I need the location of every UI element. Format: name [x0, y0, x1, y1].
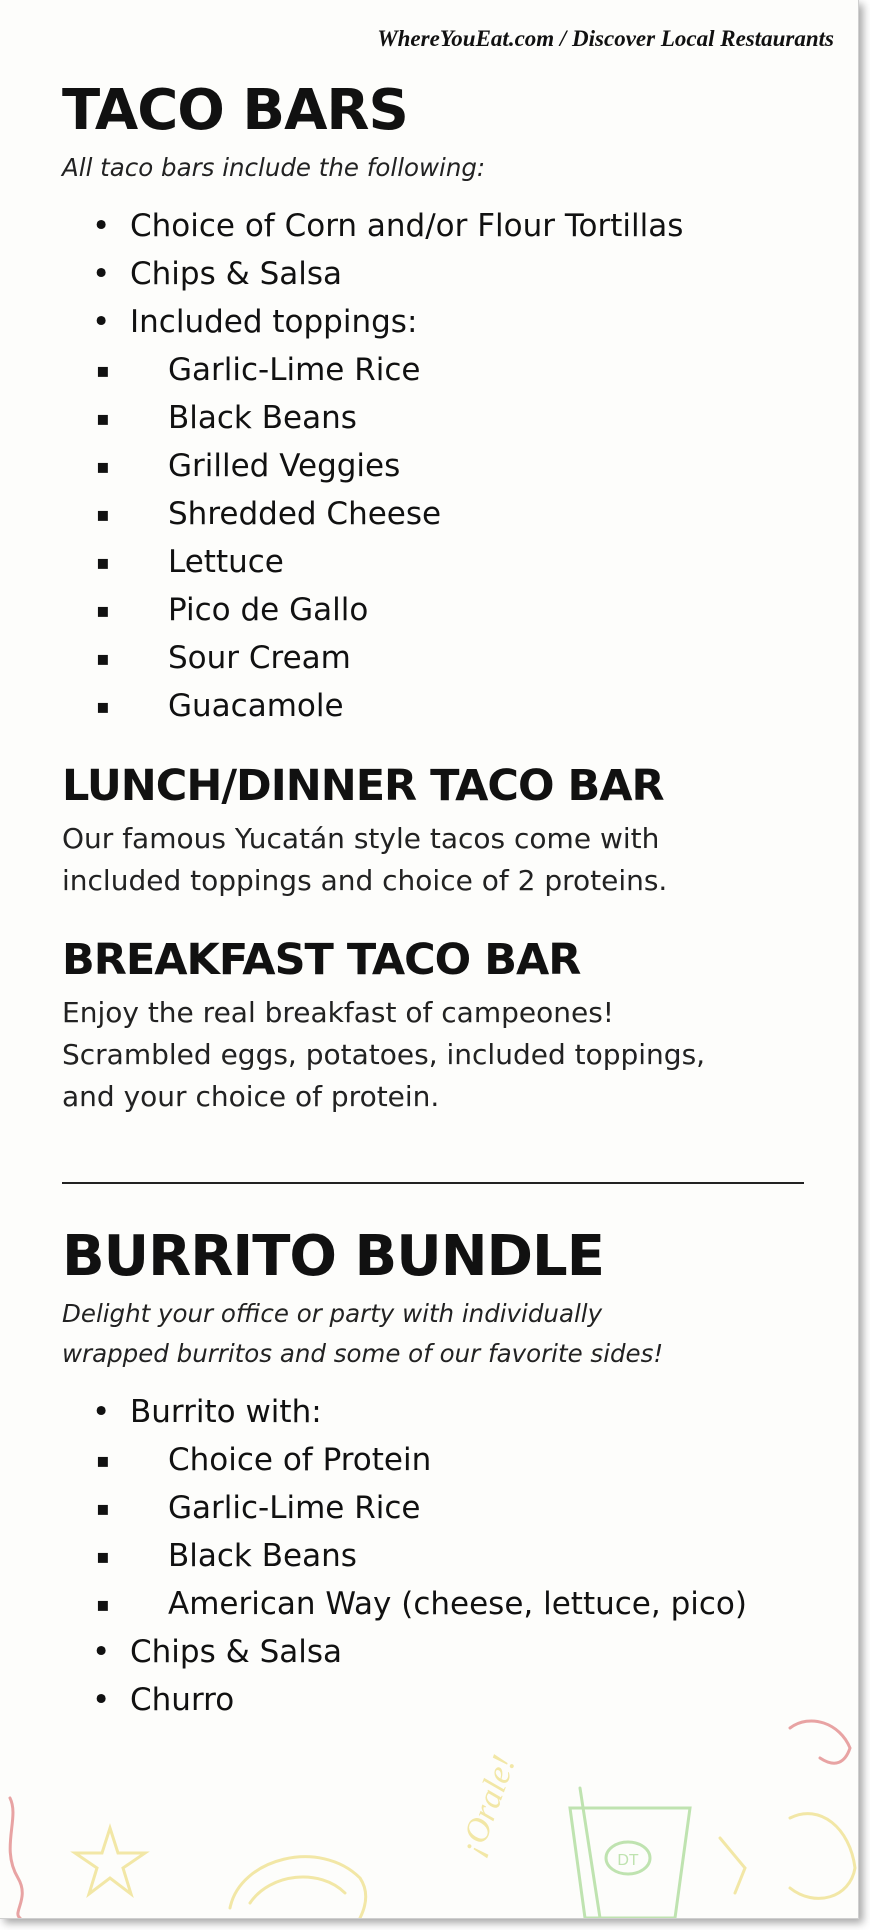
topping-item: ▪ Pico de Gallo — [92, 586, 822, 634]
burrito-with-item: ▪ Choice of Protein — [92, 1436, 822, 1484]
lunch-dinner-desc-line: included toppings and choice of 2 proteins. — [62, 864, 668, 897]
section-divider — [62, 1182, 804, 1184]
taco-icon — [230, 1857, 366, 1918]
star-icon — [75, 1828, 145, 1894]
breakfast-section — [62, 928, 822, 1118]
lunch-dinner-desc-line: Our famous Yucatán style tacos come with — [62, 822, 660, 855]
food-illustration-border — [0, 1708, 858, 1918]
burrito-with-list — [130, 1436, 822, 1628]
taco-bars-title: TACO BARS — [62, 78, 408, 143]
list-item: • Choice of Corn and/or Flour Tortillas — [92, 202, 822, 250]
topping-item: ▪ Black Beans — [92, 394, 822, 442]
list-item — [92, 298, 822, 730]
pepper-icon — [10, 1798, 22, 1918]
chili-icon — [790, 1721, 850, 1763]
burrito-with-item: ▪ Garlic-Lime Rice — [92, 1484, 822, 1532]
topping-item: ▪ Lettuce — [92, 538, 822, 586]
burrito-with-item: ▪ Black Beans — [92, 1532, 822, 1580]
onion-icon — [790, 1814, 855, 1899]
burrito-bundle-list — [92, 1388, 822, 1724]
lunch-dinner-section — [62, 754, 822, 902]
taco-bars-list — [92, 202, 822, 730]
taco-bars-section — [62, 68, 822, 730]
list-item: • Chips & Salsa — [92, 250, 822, 298]
list-item: • Chips & Salsa — [92, 1628, 822, 1676]
breakfast-title: BREAKFAST TACO BAR — [62, 935, 581, 985]
burrito-with-item: ▪ American Way (cheese, lettuce, pico) — [92, 1580, 822, 1628]
lunch-dinner-title: LUNCH/DINNER TACO BAR — [62, 761, 664, 811]
burrito-bundle-intro-line: Delight your office or party with individually — [62, 1299, 603, 1328]
script-lettering: ¡Orale! — [452, 1750, 524, 1861]
topping-item: ▪ Sour Cream — [92, 634, 822, 682]
list-item: • Churro — [92, 1676, 822, 1724]
toppings-list — [130, 346, 822, 730]
list-item-label: Burrito with: — [130, 1394, 322, 1430]
site-header: WhereYouEat.com / Discover Local Restaurants — [377, 26, 834, 51]
breakfast-desc-line: and your choice of protein. — [62, 1080, 440, 1113]
topping-item: ▪ Garlic-Lime Rice — [92, 346, 822, 394]
breakfast-desc-line: Enjoy the real breakfast of campeones! — [62, 996, 615, 1029]
taco-bars-intro: All taco bars include the following: — [62, 153, 486, 182]
chip-icon — [720, 1838, 745, 1893]
breakfast-desc-line: Scrambled eggs, potatoes, included toppings, — [62, 1038, 706, 1071]
burrito-bundle-section — [62, 1220, 822, 1724]
topping-item: ▪ Grilled Veggies — [92, 442, 822, 490]
list-item — [92, 1388, 822, 1628]
menu-content — [62, 68, 822, 1724]
topping-item: ▪ Shredded Cheese — [92, 490, 822, 538]
cup-label: DT — [617, 1852, 639, 1869]
topping-item: ▪ Guacamole — [92, 682, 822, 730]
burrito-bundle-intro-line: wrapped burritos and some of our favorite sides! — [62, 1339, 664, 1368]
burrito-bundle-title: BURRITO BUNDLE — [62, 1224, 604, 1289]
list-item-label: Included toppings: — [130, 304, 418, 340]
